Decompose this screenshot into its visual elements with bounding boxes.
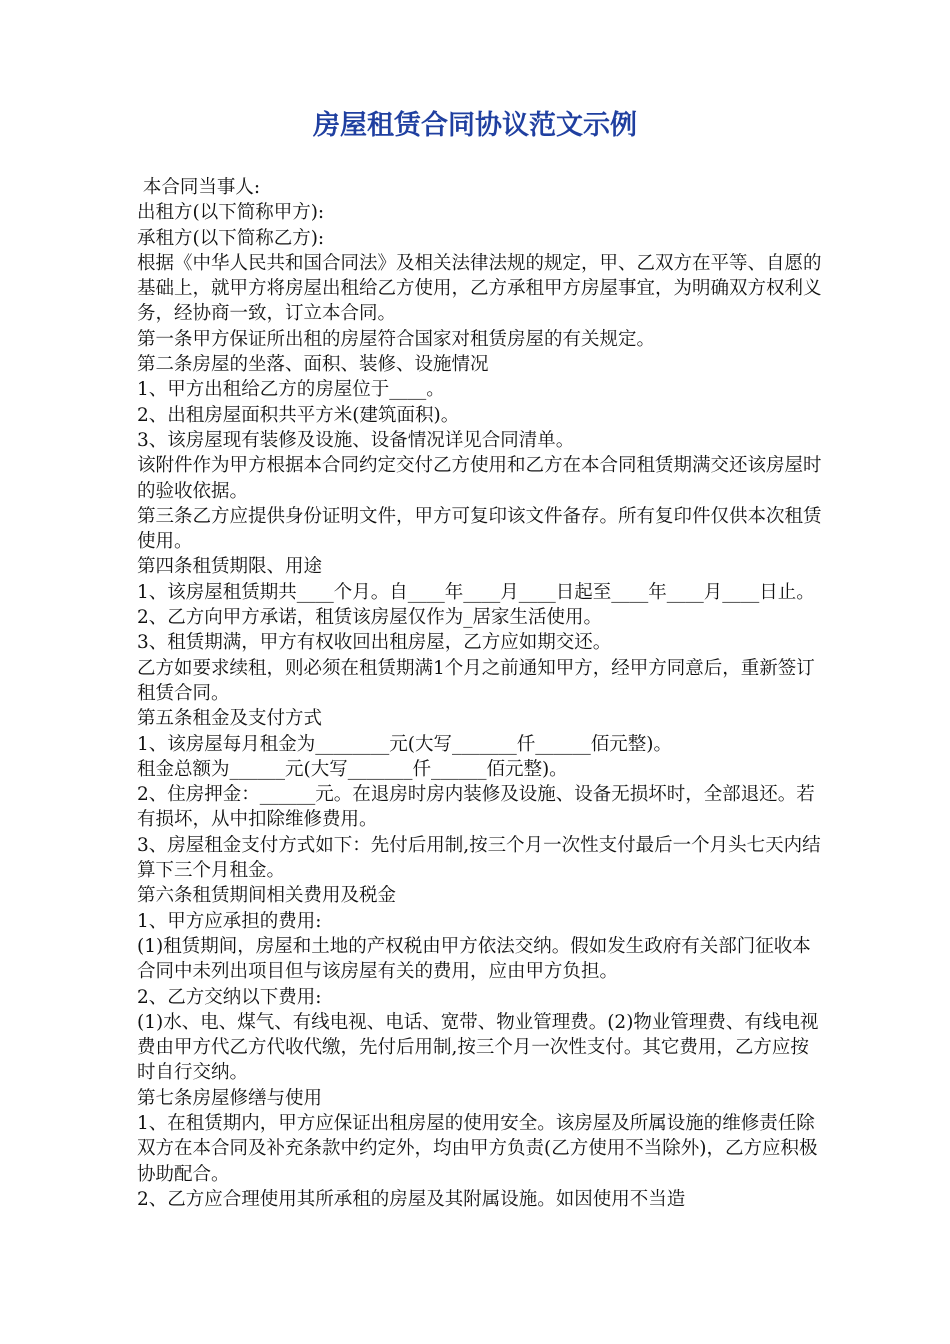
article-3: 第三条乙方应提供身份证明文件，甲方可复印该文件备存。所有复印件仅供本次租赁使用。 — [137, 505, 822, 553]
article-2-item-1: 1、甲方出租给乙方的房屋位于____。 — [137, 379, 445, 401]
article-5-item-2: 2、住房押金：______元。在退房时房内装修及设施、设备无损坏时，全部退还。若有损坏，从中扣除维修费用。 — [137, 784, 815, 831]
article-6-item-1: 1、甲方应承担的费用: — [137, 910, 322, 932]
article-2-attachment-note: 该附件作为甲方根据本合同约定交付乙方使用和乙方在本合同租赁期满交还该房屋时的验收依据。 — [137, 455, 822, 502]
document-body — [137, 175, 827, 1212]
article-4-item-2: 2、乙方向甲方承诺，租赁该房屋仅作为_居家生活使用。 — [137, 607, 603, 629]
article-6-item-2: 2、乙方交纳以下费用: — [137, 986, 322, 1008]
paragraph-lessor: 出租方(以下简称甲方): — [137, 202, 325, 224]
article-5-total-rent: 租金总额为______元(大写_______仟______佰元整)。 — [137, 758, 568, 780]
article-5-item-3: 3、房屋租金支付方式如下：先付后用制,按三个月一次性支付最后一个月头七天内结算下三个月租金。 — [137, 834, 821, 882]
article-4-item-3: 3、租赁期满，甲方有权收回出租房屋，乙方应如期交还。 — [137, 632, 612, 654]
article-4-item-1: 1、该房屋租赁期共____个月。自____年____月____日起至____年____月____日止。 — [137, 581, 815, 603]
article-5-item-1: 1、该房屋每月租金为________元(大写_______仟______佰元整)。 — [137, 733, 672, 755]
article-6-item-1-detail: (1)租赁期间，房屋和土地的产权税由甲方依法交纳。假如发生政府有关部门征收本合同中未列出项目但与该房屋有关的费用，应由甲方负担。 — [137, 935, 811, 983]
article-4-renewal: 乙方如要求续租，则必须在租赁期满1个月之前通知甲方，经甲方同意后，重新签订租赁合同。 — [137, 657, 815, 704]
article-5-heading: 第五条租金及支付方式 — [137, 708, 323, 730]
article-4-heading: 第四条租赁期限、用途 — [137, 556, 323, 578]
document-title: 房屋租赁合同协议范文示例 — [313, 110, 637, 141]
article-1: 第一条甲方保证所出租的房屋符合国家对租赁房屋的有关规定。 — [137, 328, 656, 350]
article-6-heading: 第六条租赁期间相关费用及税金 — [137, 885, 397, 907]
article-7-item-1: 1、在租赁期内，甲方应保证出租房屋的使用安全。该房屋及所属设施的维修责任除双方在本合同及补充条款中约定外，均由甲方负责(乙方使用不当除外)，乙方应积极协助配合。 — [137, 1112, 818, 1185]
paragraph-parties-intro: 本合同当事人: — [137, 177, 261, 198]
paragraph-lessee: 承租方(以下简称乙方): — [137, 227, 325, 249]
article-6-item-2-detail: (1)水、电、煤气、有线电视、电话、宽带、物业管理费。(2)物业管理费、有线电视费由甲方代乙方代收代缴，先付后用制,按三个月一次性支付。其它费用，乙方应按时自行交纳。 — [137, 1011, 819, 1084]
article-2-item-2: 2、出租房屋面积共平方米(建筑面积)。 — [137, 404, 460, 426]
article-7-item-2: 2、乙方应合理使用其所承租的房屋及其附属设施。如因使用不当造 — [137, 1188, 686, 1210]
article-2-heading: 第二条房屋的坐落、面积、装修、设施情况 — [137, 354, 489, 376]
article-7-heading: 第七条房屋修缮与使用 — [137, 1087, 323, 1109]
paragraph-preamble: 根据《中华人民共和国合同法》及相关法律法规的规定，甲、乙双方在平等、自愿的基础上，就甲方将房屋出租给乙方使用，乙方承租甲方房屋事宜，为明确双方权利义务，经协商一致，订立本合同。 — [137, 252, 822, 325]
article-2-item-3: 3、该房屋现有装修及设施、设备情况详见合同清单。 — [137, 429, 575, 451]
